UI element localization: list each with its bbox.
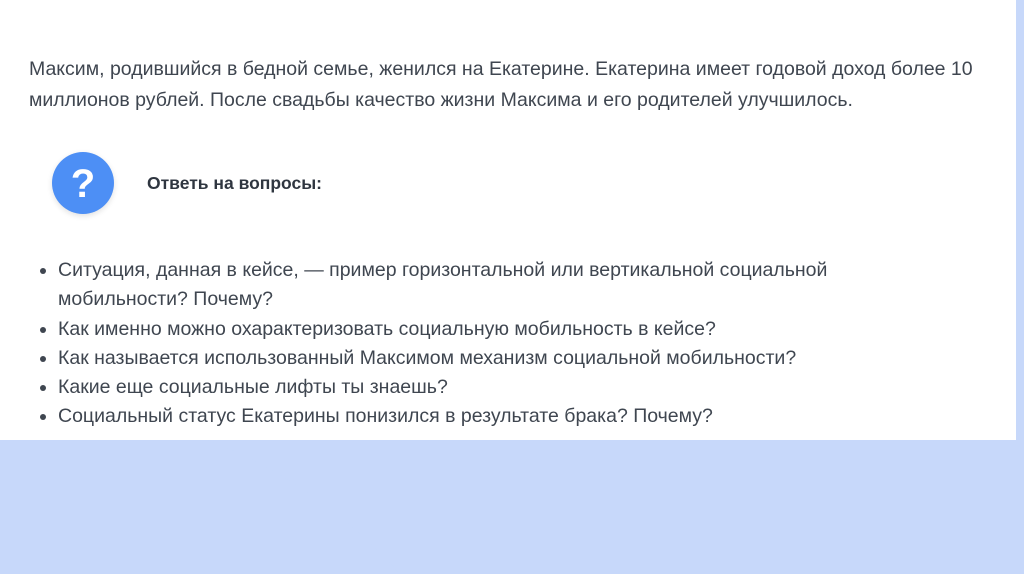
case-description: Максим, родившийся в бедной семье, женился на Екатерине. Екатерина имеет годовой доход более 10 миллионов рублей. После свадьбы качество жизни Максима и его родителей улучшилось. bbox=[29, 58, 973, 111]
question-mark-icon bbox=[52, 152, 114, 214]
questions-list bbox=[38, 256, 938, 432]
question-item: Как именно можно охарактеризовать социальную мобильность в кейсе? bbox=[38, 315, 938, 344]
question-item: Социальный статус Екатерины понизился в результате брака? Почему? bbox=[38, 402, 938, 431]
question-item: Ситуация, данная в кейсе, — пример горизонтальной или вертикальной социальной мобильности? Почему? bbox=[38, 256, 938, 315]
question-item: Какие еще социальные лифты ты знаешь? bbox=[38, 373, 938, 402]
question-item: Как называется использованный Максимом механизм социальной мобильности? bbox=[38, 344, 938, 373]
questions-heading: Ответь на вопросы: bbox=[147, 173, 323, 193]
question-mark-glyph: ? bbox=[70, 162, 96, 206]
